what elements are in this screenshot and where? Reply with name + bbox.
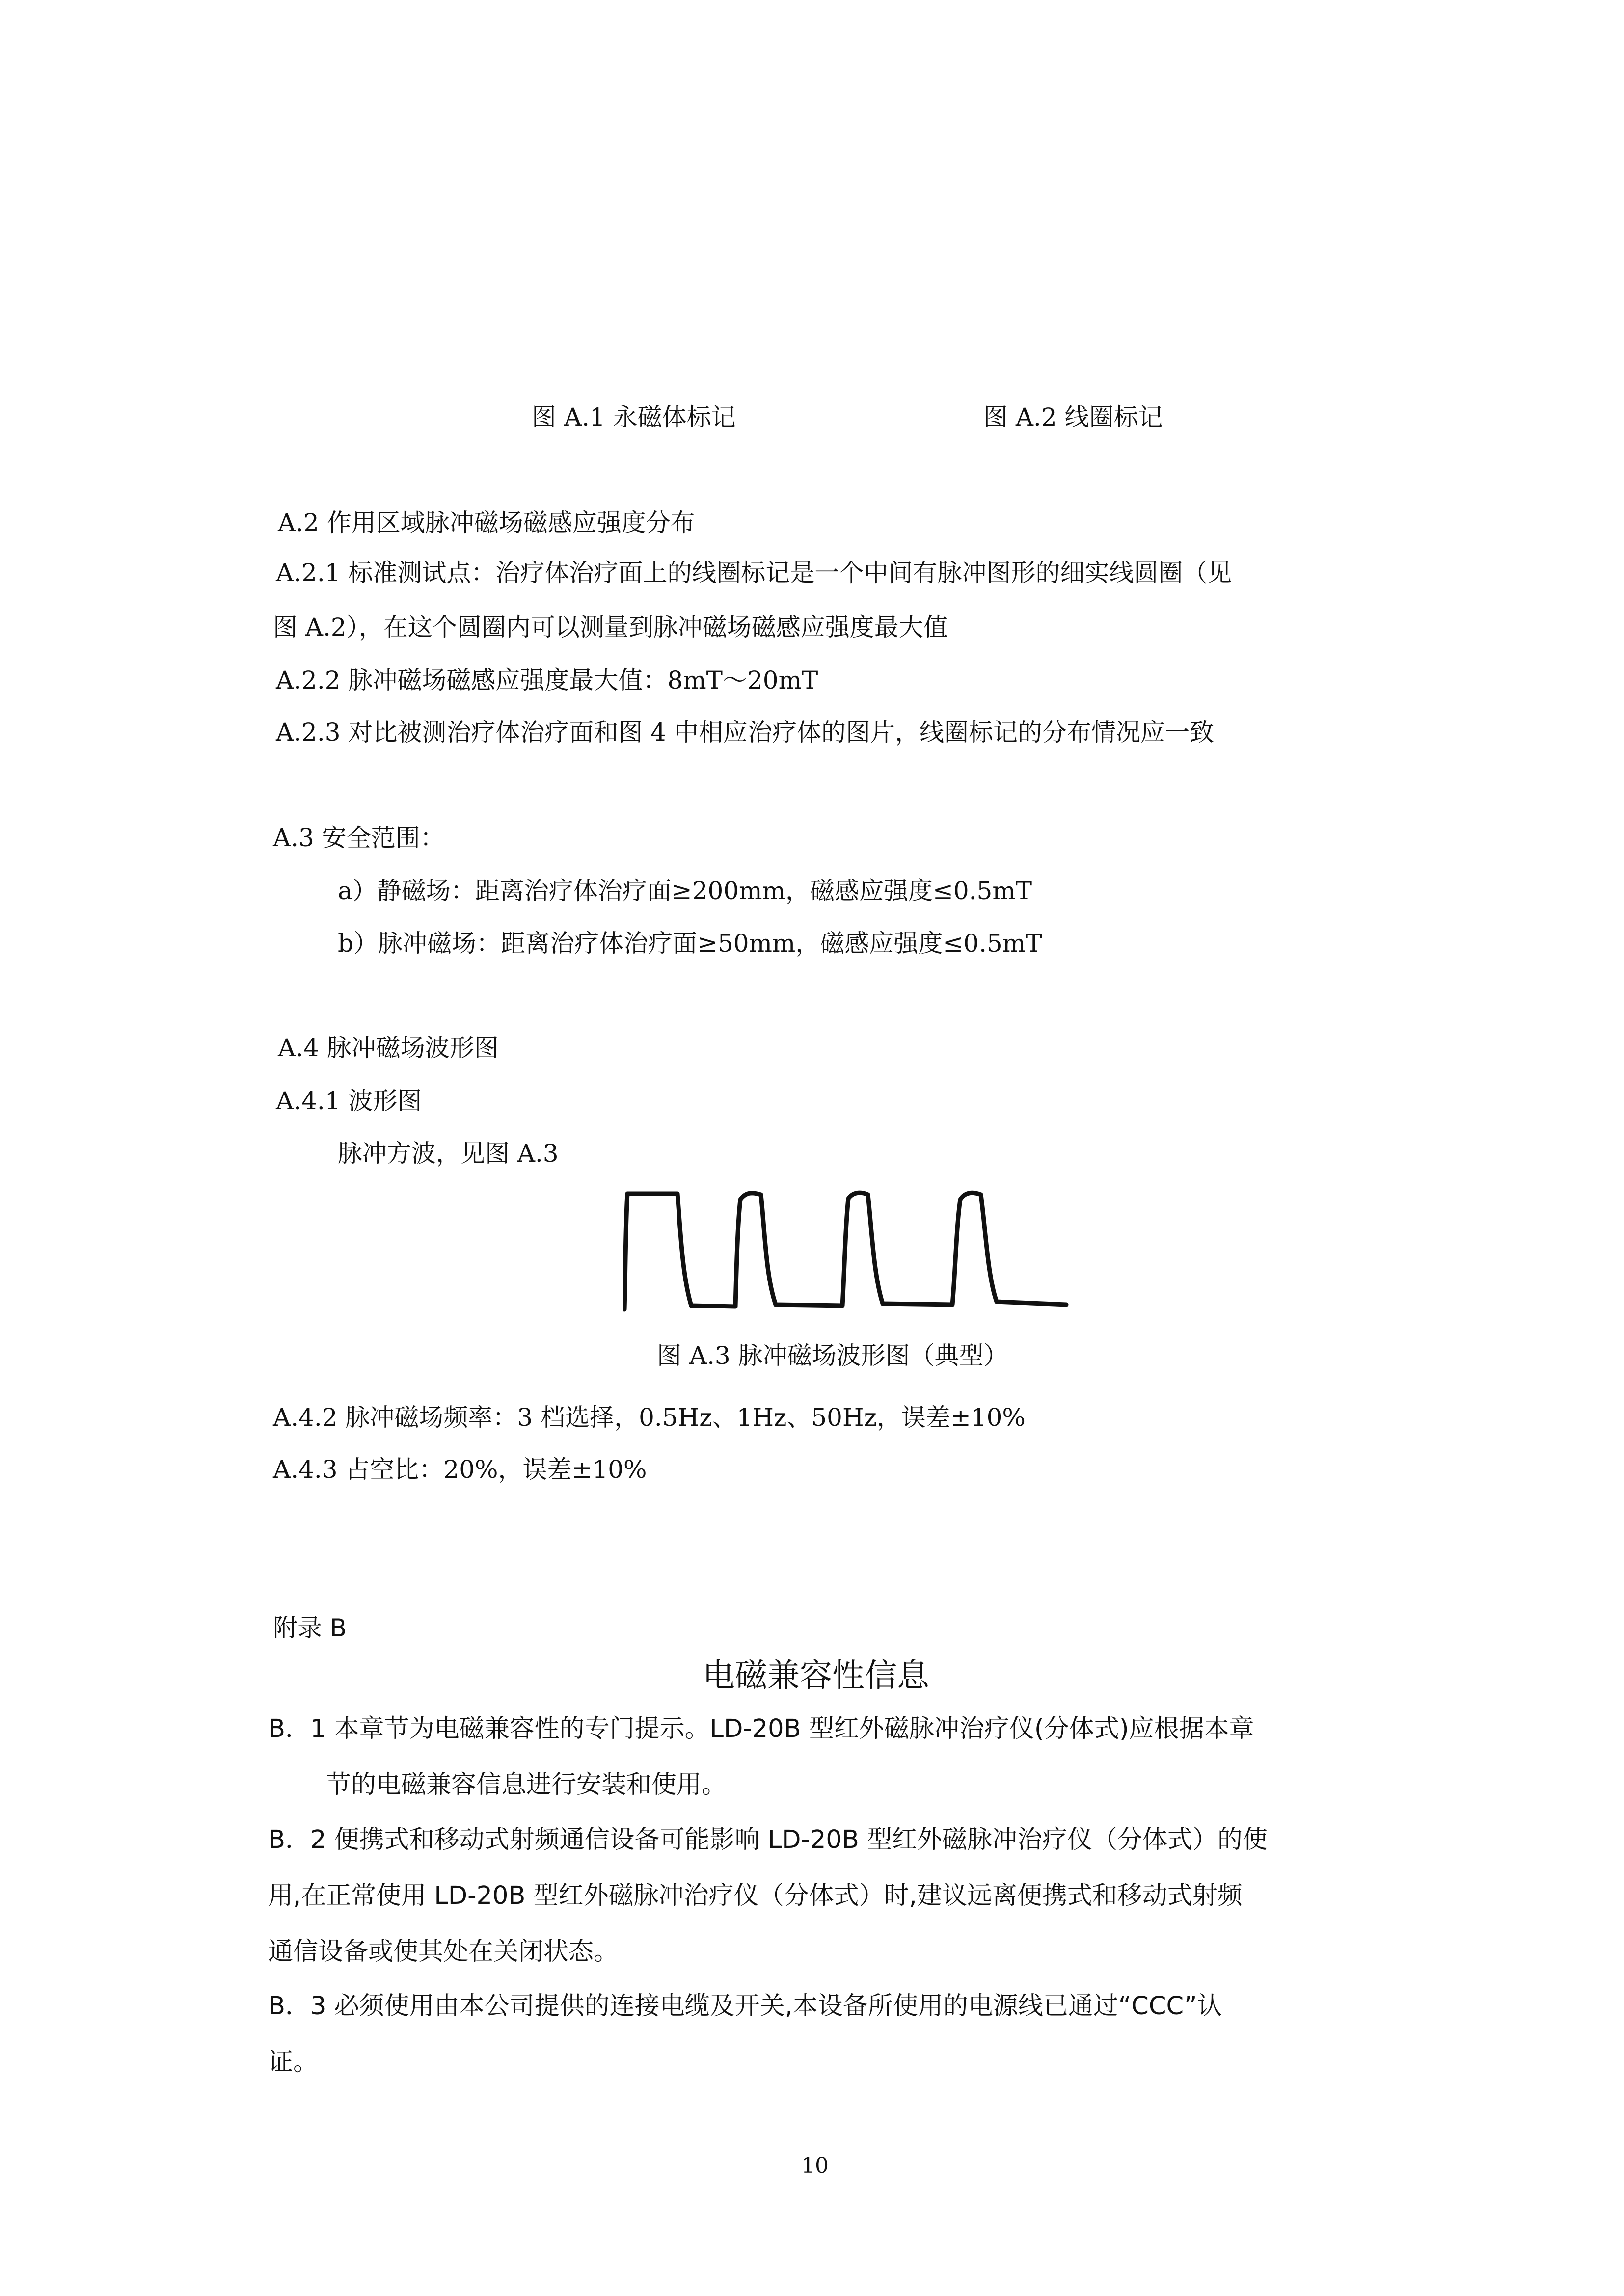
b1-line1: B．1 本章节为电磁兼容性的专门提示。LD-20B 型红外磁脉冲治疗仪(分体式)应根据本章 (268, 1714, 1254, 1743)
section-a2-heading: A.2 作用区域脉冲磁场磁感应强度分布 (278, 508, 695, 537)
b1-line2: 节的电磁兼容信息进行安装和使用。 (326, 1770, 727, 1799)
b2-line1: B．2 便携式和移动式射频通信设备可能影响 LD-20B 型红外磁脉冲治疗仪（分体式）的使 (268, 1825, 1268, 1854)
a2-3: A.2.3 对比被测治疗体治疗面和图 4 中相应治疗体的图片，线圈标记的分布情况应一致 (276, 718, 1215, 747)
section-a4-heading: A.4 脉冲磁场波形图 (278, 1034, 499, 1062)
section-a3-heading: A.3 安全范围： (273, 824, 445, 852)
a4-3: A.4.3 占空比：20%，误差±10% (273, 1455, 647, 1484)
fig-a1-caption: 图 A.1 永磁体标记 (532, 403, 736, 431)
page-number: 10 (801, 2153, 829, 2178)
b3-line1: B．3 必须使用由本公司提供的连接电缆及开关,本设备所使用的电源线已通过“CCC”认 (268, 1992, 1222, 2021)
a4-1-text: 脉冲方波，见图 A.3 (338, 1139, 559, 1168)
b3-line2: 证。 (268, 2048, 319, 2077)
a2-2: A.2.2 脉冲磁场磁感应强度最大值：8mT～20mT (276, 666, 818, 694)
a4-2: A.4.2 脉冲磁场频率：3 档选择，0.5Hz、1Hz、50Hz，误差±10% (273, 1403, 1026, 1432)
appendix-b-label: 附录 B (273, 1614, 347, 1642)
b2-line2: 用,在正常使用 LD-20B 型红外磁脉冲治疗仪（分体式）时,建议远离便携式和移动式射频 (268, 1881, 1243, 1910)
pulse-waveform-figure (623, 1188, 1072, 1316)
a3-item-b: b）脉冲磁场：距离治疗体治疗面≥50mm，磁感应强度≤0.5mT (338, 929, 1042, 958)
a3-item-a: a）静磁场：距离治疗体治疗面≥200mm，磁感应强度≤0.5mT (338, 877, 1032, 905)
a2-1-line1: A.2.1 标准测试点：治疗体治疗面上的线圈标记是一个中间有脉冲图形的细实线圆圈（见 (276, 559, 1232, 587)
b2-line3: 通信设备或使其处在关闭状态。 (268, 1937, 619, 1966)
appendix-b-title: 电磁兼容性信息 (703, 1656, 929, 1694)
fig-a2-caption: 图 A.2 线圈标记 (983, 403, 1163, 431)
a4-1: A.4.1 波形图 (276, 1087, 422, 1115)
a2-1-line2: 图 A.2），在这个圆圈内可以测量到脉冲磁场磁感应强度最大值 (273, 613, 948, 641)
pulse-waveform-line (624, 1193, 1066, 1309)
fig-a3-caption: 图 A.3 脉冲磁场波形图（典型） (657, 1341, 1008, 1370)
